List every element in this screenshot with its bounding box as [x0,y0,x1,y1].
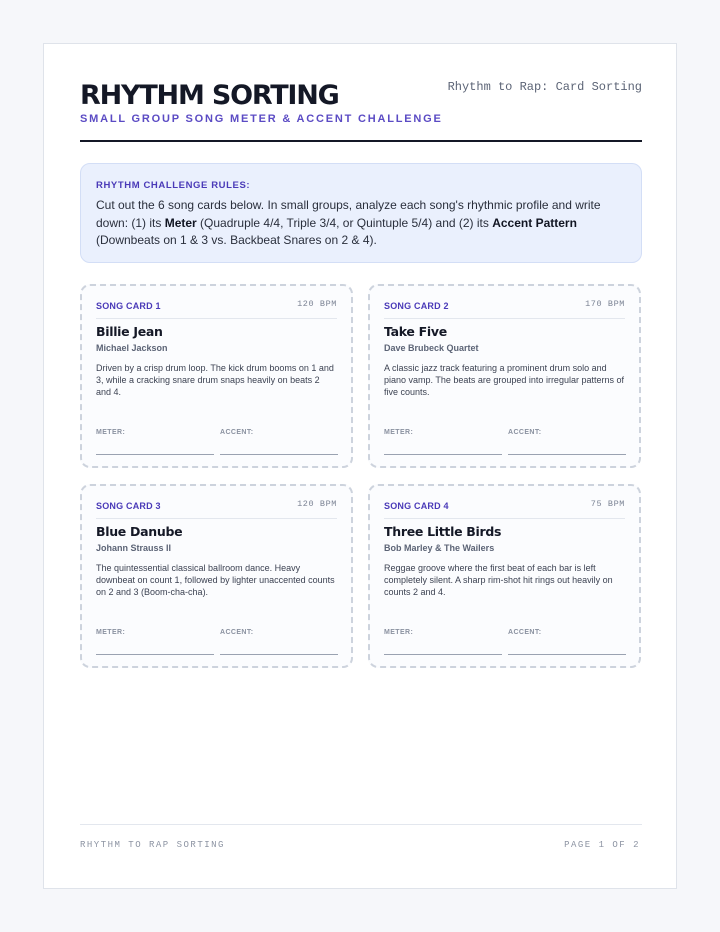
card-bpm: 75 BPM [590,499,625,509]
song-title: Take Five [384,324,447,339]
song-description: The quintessential classical ballroom dance. Heavy downbeat on count 1, followed by lighter unaccented counts on 2 and 3 (Boom-cha-cha). [96,563,335,597]
card-label: SONG CARD 2 [384,301,449,311]
rules-heading: RHYTHM CHALLENGE RULES: [96,180,251,191]
accent-label: ACCENT: [220,429,254,436]
rules-text-part-1: Cut out the 6 song cards below. In small groups, analyze each song's rhythmic profile and write down: (1) its [96,198,601,230]
page-number: PAGE 1 OF 2 [564,840,640,850]
meter-label: METER: [384,429,414,436]
rules-meter-bold: Meter [164,215,197,230]
accent-label: ACCENT: [220,629,254,636]
card-label: SONG CARD 3 [96,501,161,511]
song-card [368,284,641,468]
song-description: Reggae groove where the first beat of each bar is left completely silent. A sharp rim-shot hit rings out heavily on counts 2 and 4. [384,563,613,597]
song-card [80,484,353,668]
card-header [384,299,625,319]
song-title: Billie Jean [96,324,163,339]
card-bpm: 170 BPM [585,299,625,309]
rules-text [96,197,626,250]
meter-label: METER: [96,629,126,636]
rules-text-part-2: (Quadruple 4/4, Triple 3/4, or Quintuple 5/4) and (2) its [196,215,493,230]
meter-field[interactable] [384,629,502,655]
rules-accent-bold: Accent Pattern [492,215,577,230]
meter-label: METER: [384,629,414,636]
meter-field[interactable] [96,629,214,655]
rules-text-part-3: (Downbeats on 1 & 3 vs. Backbeat Snares on 2 & 4). [96,233,377,247]
song-card [80,284,353,468]
accent-label: ACCENT: [508,429,542,436]
accent-field[interactable] [508,629,626,655]
song-artist: Dave Brubeck Quartet [384,343,479,353]
meter-field[interactable] [96,429,214,455]
song-title: Three Little Birds [384,524,502,539]
accent-field[interactable] [220,629,338,655]
card-bpm: 120 BPM [297,299,337,309]
accent-field[interactable] [508,429,626,455]
footer-title: RHYTHM TO RAP SORTING [80,840,225,850]
meter-label: METER: [96,429,126,436]
card-bpm: 120 BPM [297,499,337,509]
song-artist: Johann Strauss II [96,543,172,553]
header-divider [80,140,642,142]
card-header [384,499,625,519]
song-title: Blue Danube [96,524,183,539]
card-label: SONG CARD 4 [384,501,449,511]
accent-field[interactable] [220,429,338,455]
song-artist: Bob Marley & The Wailers [384,543,495,553]
card-header [96,499,337,519]
meter-field[interactable] [384,429,502,455]
card-header [96,299,337,319]
worksheet-page [43,43,677,889]
song-description: Driven by a crisp drum loop. The kick drum booms on 1 and 3, while a cracking snare drum snaps heavily on beats 2 and 4. [96,363,334,397]
header-meta: Rhythm to Rap: Card Sorting [447,80,642,94]
song-artist: Michael Jackson [96,343,168,353]
song-card [368,484,641,668]
footer-divider [80,824,642,825]
card-label: SONG CARD 1 [96,301,161,311]
rules-box [80,163,642,263]
page-title: RHYTHM SORTING [80,80,339,111]
accent-label: ACCENT: [508,629,542,636]
song-description: A classic jazz track featuring a prominent drum solo and piano vamp. The beats are grouped into irregular patterns of five counts. [384,363,624,397]
header [80,80,642,142]
page-subtitle: SMALL GROUP SONG METER & ACCENT CHALLENGE [80,113,443,125]
